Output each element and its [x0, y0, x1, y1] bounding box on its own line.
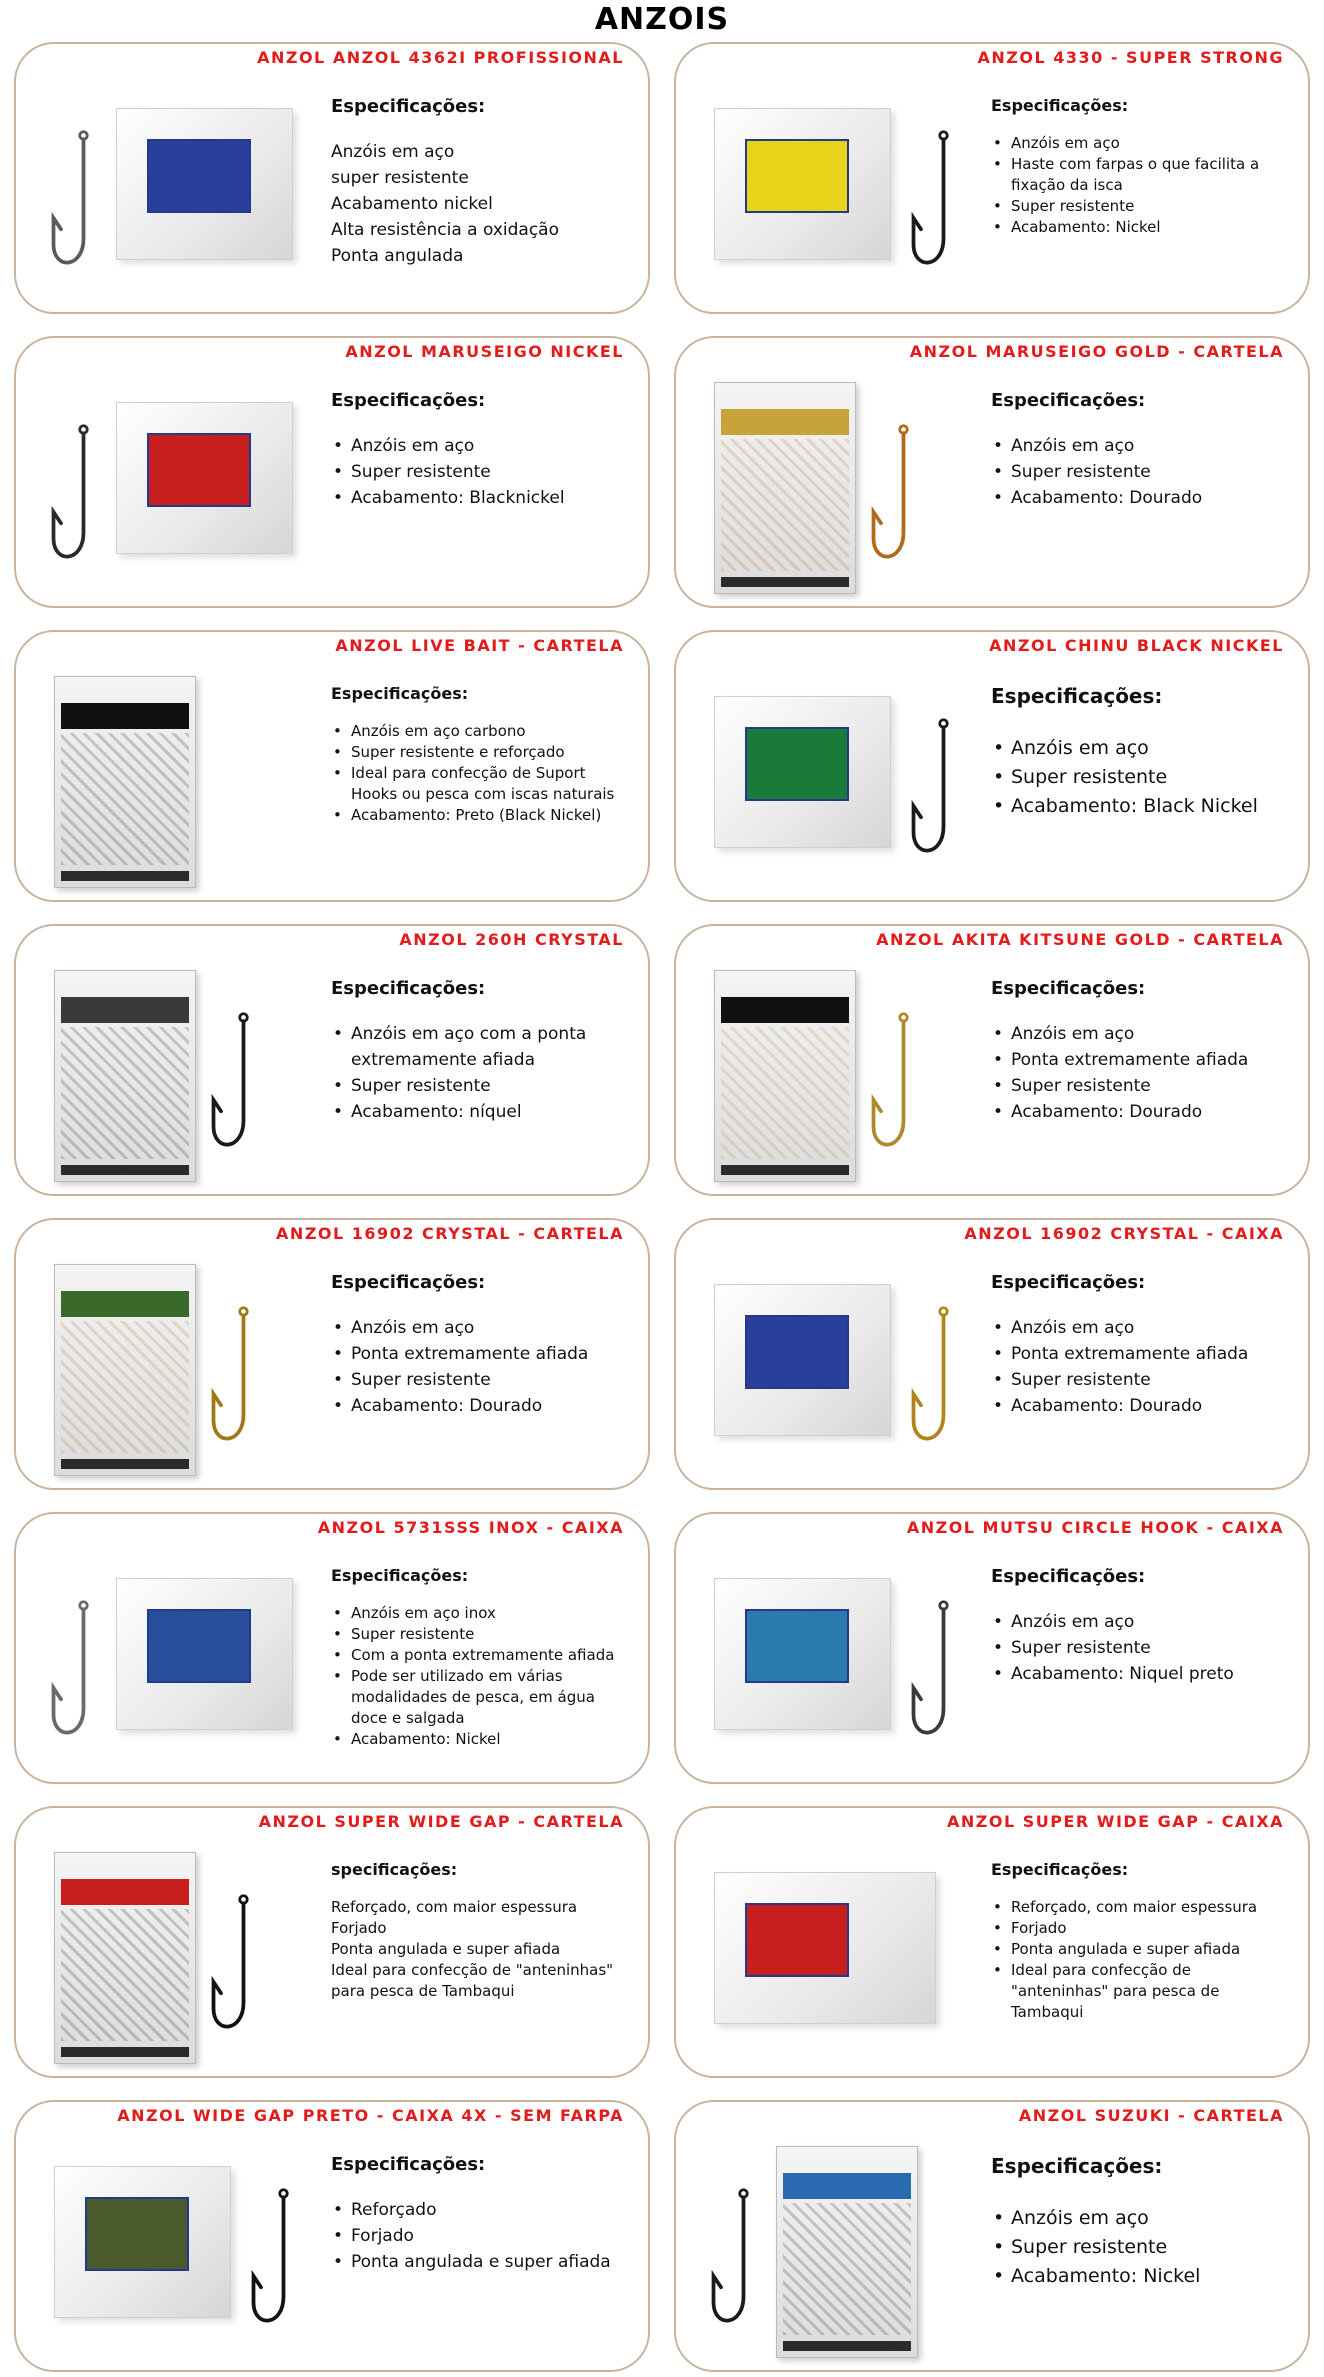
product-image	[706, 382, 1006, 592]
fish-hook-icon	[206, 1892, 266, 2042]
product-carton	[54, 970, 196, 1182]
product-title: ANZOL SUZUKI - CARTELA	[1018, 2106, 1284, 2125]
product-card	[14, 336, 650, 608]
product-card	[674, 924, 1310, 1196]
spec-item: • Super resistente	[331, 459, 632, 485]
product-title: ANZOL AKITA KITSUNE GOLD - CARTELA	[876, 930, 1284, 949]
specs-heading: Especificações:	[991, 1272, 1146, 1293]
product-image	[46, 1558, 346, 1768]
spec-item: Anzóis em aço	[331, 142, 455, 162]
product-card	[14, 42, 650, 314]
specs-list	[991, 1021, 1292, 1125]
spec-item: super resistente	[331, 168, 469, 188]
fish-hook-icon	[906, 716, 966, 866]
specs-block	[331, 1860, 632, 2002]
carton-header	[721, 997, 849, 1023]
carton-window	[61, 1321, 189, 1453]
box-label	[745, 727, 849, 801]
specs-heading: Especificações:	[991, 1566, 1146, 1587]
specs-list	[331, 1021, 632, 1125]
fish-hook-icon	[906, 1304, 966, 1454]
specs-list	[991, 734, 1292, 821]
specs-heading: Especificações:	[331, 978, 486, 999]
spec-item: • Acabamento: Dourado	[991, 485, 1292, 511]
carton-footer	[61, 871, 189, 881]
specs-list	[331, 1315, 632, 1419]
spec-item: • Reforçado	[331, 2197, 632, 2223]
specs-block	[331, 978, 632, 1125]
fish-hook-icon	[906, 128, 966, 278]
specs-heading: specificações:	[331, 1860, 458, 1879]
specs-block	[991, 1860, 1292, 2023]
spec-item: • Anzóis em aço	[991, 2204, 1292, 2233]
spec-item: • Acabamento: Nickel	[331, 1729, 632, 1750]
carton-footer	[783, 2341, 911, 2351]
fish-hook-icon	[706, 2186, 766, 2336]
spec-item: • Forjado	[991, 1918, 1292, 1939]
specs-list	[331, 721, 632, 826]
product-box	[714, 108, 891, 260]
product-title: ANZOL 5731SSS INOX - CAIXA	[317, 1518, 624, 1537]
spec-item: • Anzóis em aço	[331, 433, 632, 459]
specs-heading: Especificações:	[991, 1860, 1129, 1879]
product-image	[706, 970, 1006, 1180]
fish-hook-icon	[46, 1598, 106, 1748]
spec-item: • Anzóis em aço	[991, 433, 1292, 459]
product-box	[714, 696, 891, 848]
specs-heading: Especificações:	[331, 390, 486, 411]
specs-list	[991, 2204, 1292, 2291]
fish-hook-icon	[246, 2186, 306, 2336]
spec-item: • Forjado	[331, 2223, 632, 2249]
product-image	[706, 88, 1006, 298]
spec-item: • Ideal para confecção de Suport Hooks ou pesca com iscas naturais	[331, 763, 632, 805]
specs-block	[331, 1566, 632, 1750]
spec-item: • Acabamento: Black Nickel	[991, 792, 1292, 821]
spec-item: • Ponta extremamente afiada	[331, 1341, 632, 1367]
product-card	[14, 1806, 650, 2078]
product-carton	[54, 1852, 196, 2064]
product-card	[14, 1512, 650, 1784]
carton-header	[61, 1879, 189, 1905]
fish-hook-icon	[46, 422, 106, 572]
specs-heading: Especificações:	[991, 96, 1129, 115]
specs-list	[991, 133, 1292, 238]
carton-footer	[721, 1165, 849, 1175]
product-title: ANZOL MARUSEIGO GOLD - CARTELA	[909, 342, 1284, 361]
carton-footer	[61, 1165, 189, 1175]
spec-item: • Acabamento: Preto (Black Nickel)	[331, 805, 632, 826]
spec-item: • Acabamento: Dourado	[991, 1393, 1292, 1419]
carton-window	[61, 1909, 189, 2041]
specs-heading: Especificações:	[991, 2154, 1163, 2178]
spec-item: • Anzóis em aço carbono	[331, 721, 632, 742]
spec-item: Forjado	[331, 1919, 387, 1937]
spec-item: Ideal para confecção de "anteninhas" para pesca de Tambaqui	[331, 1961, 614, 2000]
spec-item: • Super resistente	[991, 196, 1292, 217]
spec-item: • Acabamento: Niquel preto	[991, 1661, 1292, 1687]
specs-block	[331, 2154, 632, 2275]
carton-window	[61, 733, 189, 865]
product-card	[14, 1218, 650, 1490]
product-title: ANZOL SUPER WIDE GAP - CAIXA	[946, 1812, 1284, 1831]
specs-block	[991, 1566, 1292, 1687]
product-box	[714, 1578, 891, 1730]
product-title: ANZOL MUTSU CIRCLE HOOK - CAIXA	[906, 1518, 1284, 1537]
carton-footer	[61, 1459, 189, 1469]
spec-item: • Ideal para confecção de "anteninhas" para pesca de Tambaqui	[991, 1960, 1292, 2023]
product-card	[674, 2100, 1310, 2372]
spec-item: Ponta angulada	[331, 246, 464, 266]
spec-item: • Anzóis em aço	[991, 1609, 1292, 1635]
spec-item: Alta resistência a oxidação	[331, 220, 559, 240]
carton-footer	[721, 577, 849, 587]
carton-header	[783, 2173, 911, 2199]
carton-header	[61, 703, 189, 729]
specs-list	[331, 433, 632, 511]
product-image	[46, 970, 346, 1180]
spec-item: • Anzóis em aço	[991, 133, 1292, 154]
spec-item: • Super resistente	[331, 1073, 632, 1099]
spec-item: • Super resistente	[331, 1624, 632, 1645]
product-box	[714, 1284, 891, 1436]
spec-item: • Acabamento: níquel	[331, 1099, 632, 1125]
product-title: ANZOL MARUSEIGO NICKEL	[345, 342, 624, 361]
fish-hook-icon	[866, 1010, 926, 1160]
spec-item: • Super resistente	[991, 1073, 1292, 1099]
product-image	[706, 1852, 1006, 2062]
spec-item: • Acabamento: Dourado	[991, 1099, 1292, 1125]
carton-window	[61, 1027, 189, 1159]
product-carton	[54, 676, 196, 888]
spec-item: • Anzóis em aço	[991, 1315, 1292, 1341]
product-carton	[714, 970, 856, 1182]
spec-item: • Acabamento: Dourado	[331, 1393, 632, 1419]
spec-item: • Haste com farpas o que facilita a fixação da isca	[991, 154, 1292, 196]
spec-item: • Anzóis em aço inox	[331, 1603, 632, 1624]
box-label	[147, 1609, 251, 1683]
product-title: ANZOL 16902 CRYSTAL - CARTELA	[276, 1224, 624, 1243]
product-box	[116, 1578, 293, 1730]
spec-item: • Com a ponta extremamente afiada	[331, 1645, 632, 1666]
box-label	[147, 433, 251, 507]
spec-item: • Acabamento: Nickel	[991, 217, 1292, 238]
spec-item: • Super resistente	[991, 2233, 1292, 2262]
spec-item: Ponta angulada e super afiada	[331, 1940, 561, 1958]
specs-block	[331, 390, 632, 511]
box-label	[147, 139, 251, 213]
spec-item: • Super resistente	[991, 1367, 1292, 1393]
box-label	[745, 1609, 849, 1683]
spec-item: • Anzóis em aço com a ponta extremamente afiada	[331, 1021, 632, 1073]
carton-header	[61, 997, 189, 1023]
product-image	[46, 676, 346, 886]
box-label	[745, 1315, 849, 1389]
spec-item: • Anzóis em aço	[331, 1315, 632, 1341]
carton-footer	[61, 2047, 189, 2057]
spec-item: • Anzóis em aço	[991, 1021, 1292, 1047]
specs-block	[331, 684, 632, 826]
specs-list	[331, 2197, 632, 2275]
product-image	[46, 88, 346, 298]
spec-item: • Ponta angulada e super afiada	[331, 2249, 632, 2275]
product-card	[14, 630, 650, 902]
carton-window	[721, 1027, 849, 1159]
box-label	[85, 2197, 189, 2271]
product-card	[674, 630, 1310, 902]
product-image	[46, 1264, 346, 1474]
specs-heading: Especificações:	[331, 1566, 469, 1585]
specs-block	[991, 390, 1292, 511]
carton-window	[721, 439, 849, 571]
product-image	[46, 1852, 346, 2062]
product-title: ANZOL 16902 CRYSTAL - CAIXA	[964, 1224, 1284, 1243]
spec-item: • Super resistente e reforçado	[331, 742, 632, 763]
specs-heading: Especificações:	[991, 684, 1163, 708]
product-carton	[714, 382, 856, 594]
product-box	[54, 2166, 231, 2318]
specs-heading: Especificações:	[331, 684, 469, 703]
spec-item: • Anzóis em aço	[991, 734, 1292, 763]
product-image	[706, 1558, 1006, 1768]
specs-block	[331, 96, 632, 269]
specs-block	[331, 1272, 632, 1419]
specs-list	[331, 139, 632, 269]
specs-list	[331, 1897, 632, 2002]
spec-item: • Pode ser utilizado em várias modalidades de pesca, em água doce e salgada	[331, 1666, 632, 1729]
product-carton	[54, 1264, 196, 1476]
specs-block	[991, 96, 1292, 238]
carton-window	[783, 2203, 911, 2335]
product-title: ANZOL 260H CRYSTAL	[399, 930, 624, 949]
spec-item: Acabamento nickel	[331, 194, 493, 214]
box-label	[745, 139, 849, 213]
specs-list	[991, 1897, 1292, 2023]
spec-item: Reforçado, com maior espessura	[331, 1898, 578, 1916]
spec-item: • Acabamento: Blacknickel	[331, 485, 632, 511]
spec-item: • Ponta extremamente afiada	[991, 1047, 1292, 1073]
spec-item: • Super resistente	[991, 763, 1292, 792]
specs-list	[991, 1315, 1292, 1419]
product-title: ANZOL CHINU BLACK NICKEL	[989, 636, 1284, 655]
specs-list	[331, 1603, 632, 1750]
product-card	[674, 1218, 1310, 1490]
product-card	[14, 2100, 650, 2372]
specs-heading: Especificações:	[331, 2154, 486, 2175]
product-title: ANZOL LIVE BAIT - CARTELA	[335, 636, 624, 655]
specs-heading: Especificações:	[331, 96, 486, 117]
fish-hook-icon	[46, 128, 106, 278]
specs-block	[991, 1272, 1292, 1419]
product-grid	[14, 42, 1310, 2372]
product-card	[674, 1806, 1310, 2078]
product-image	[706, 676, 1006, 886]
specs-block	[991, 2154, 1292, 2291]
spec-item: • Super resistente	[991, 1635, 1292, 1661]
fish-hook-icon	[206, 1304, 266, 1454]
product-title: ANZOL WIDE GAP PRETO - CAIXA 4X - SEM FARPA	[117, 2106, 624, 2125]
page-title: ANZOIS	[594, 2, 730, 37]
specs-heading: Especificações:	[331, 1272, 486, 1293]
product-image	[706, 2146, 1006, 2356]
carton-header	[61, 1291, 189, 1317]
specs-block	[991, 978, 1292, 1125]
product-title: ANZOL ANZOL 4362I PROFISSIONAL	[257, 48, 624, 67]
product-card	[674, 336, 1310, 608]
spec-item: • Ponta extremamente afiada	[991, 1341, 1292, 1367]
product-title: ANZOL 4330 - SUPER STRONG	[977, 48, 1284, 67]
specs-heading: Especificações:	[991, 978, 1146, 999]
specs-heading: Especificações:	[991, 390, 1146, 411]
spec-item: • Super resistente	[991, 459, 1292, 485]
specs-block	[991, 684, 1292, 821]
product-box	[714, 1872, 936, 2024]
specs-list	[991, 1609, 1292, 1687]
product-card	[14, 924, 650, 1196]
spec-item: • Super resistente	[331, 1367, 632, 1393]
product-box	[116, 402, 293, 554]
fish-hook-icon	[866, 422, 926, 572]
product-card	[674, 1512, 1310, 1784]
specs-list	[991, 433, 1292, 511]
spec-item: • Ponta angulada e super afiada	[991, 1939, 1292, 1960]
product-image	[46, 382, 346, 592]
spec-item: • Reforçado, com maior espessura	[991, 1897, 1292, 1918]
spec-item: • Acabamento: Nickel	[991, 2262, 1292, 2291]
product-image	[46, 2146, 346, 2356]
product-image	[706, 1264, 1006, 1474]
fish-hook-icon	[206, 1010, 266, 1160]
product-carton	[776, 2146, 918, 2358]
box-label	[745, 1903, 849, 1977]
product-box	[116, 108, 293, 260]
product-title: ANZOL SUPER WIDE GAP - CARTELA	[258, 1812, 624, 1831]
product-card	[674, 42, 1310, 314]
fish-hook-icon	[906, 1598, 966, 1748]
carton-header	[721, 409, 849, 435]
